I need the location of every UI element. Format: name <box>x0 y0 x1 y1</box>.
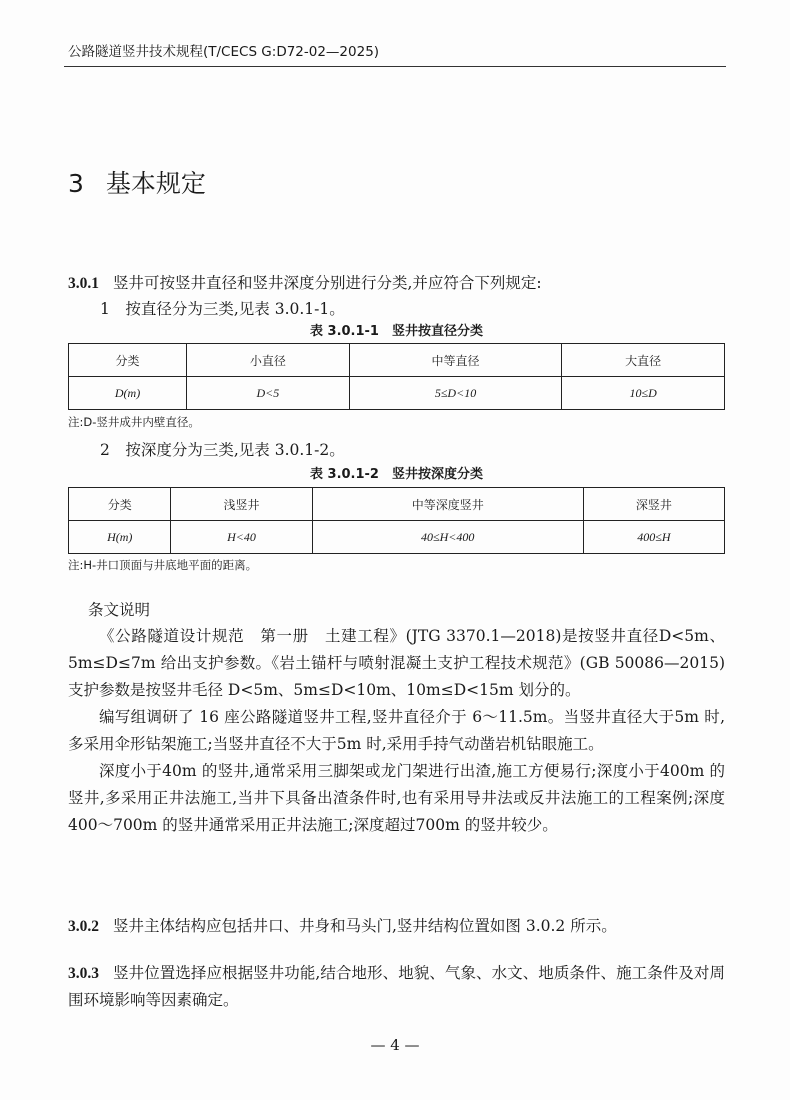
running-header: 公路隧道竖井技术规程(T/CECS G:D72-02—2025) <box>68 44 380 60</box>
clause-number: 3.0.1 <box>68 275 99 292</box>
commentary-paragraph: 深度小于40m 的竖井,通常采用三脚架或龙门架进行出渣,施工方便易行;深度小于400m 的竖井,多采用正井法施工,当井下具备出渣条件时,也有采用导井法或反井法施工的工程案例;深度400～700m 的竖井通常采用正井法施工;深度超过700m 的竖井较少。 <box>68 762 725 834</box>
table-depth <box>68 487 725 554</box>
clause-number: 3.0.2 <box>68 918 99 935</box>
table-diameter <box>68 343 725 410</box>
item-2: 2 按深度分为三类,见表 3.0.1-2。 <box>100 441 345 459</box>
cell: 大直径 <box>562 344 725 377</box>
table2-note: 注:H-井口顶面与井底地平面的距离。 <box>68 558 258 572</box>
clause-3-0-3 <box>68 960 725 1014</box>
cell: H<40 <box>171 521 312 554</box>
cell: H(m) <box>69 521 171 554</box>
table-header-row <box>69 488 725 521</box>
cell: 40≤H<400 <box>312 521 583 554</box>
cell: 10≤D <box>562 377 725 410</box>
table-row <box>69 377 725 410</box>
table-header-row <box>69 344 725 377</box>
commentary-paragraph: 编写组调研了 16 座公路隧道竖井工程,竖井直径介于 6～11.5m。当竖井直径大于5m 时,多采用伞形钻架施工;当竖井直径不大于5m 时,采用手持气动凿岩机钻眼施工。 <box>68 708 725 753</box>
header-rule <box>64 66 726 67</box>
cell: 浅竖井 <box>171 488 312 521</box>
clause-3-0-1 <box>68 270 725 297</box>
chapter-name: 基本规定 <box>105 169 206 198</box>
clause-number: 3.0.3 <box>68 965 99 982</box>
cell: 小直径 <box>187 344 350 377</box>
cell: 中等直径 <box>349 344 562 377</box>
chapter-number: 3 <box>68 169 84 198</box>
chapter-title <box>68 164 228 200</box>
clause-text: 竖井可按竖井直径和竖井深度分别进行分类,并应符合下列规定: <box>113 274 542 292</box>
cell: 5≤D<10 <box>349 377 562 410</box>
cell: D(m) <box>69 377 187 410</box>
table-row <box>69 521 725 554</box>
table1-caption: 表 3.0.1-1 竖井按直径分类 <box>310 324 483 339</box>
cell: 深竖井 <box>583 488 724 521</box>
table1-note: 注:D-竖井成井内壁直径。 <box>68 415 200 429</box>
commentary-paragraph: 《公路隧道设计规范 第一册 土建工程》(JTG 3370.1—2018)是按竖井直径D<5m、5m≤D≤7m 给出支护参数。《岩土锚杆与喷射混凝土支护工程技术规范》(GB 50086—2015)支护参数是按竖井毛径 D<5m、5m≤D<10m、10m≤D<15m 划分的。 <box>68 627 725 699</box>
item-1: 1 按直径分为三类,见表 3.0.1-1。 <box>100 300 345 318</box>
cell: 分类 <box>69 488 171 521</box>
commentary-title: 条文说明 <box>88 601 151 619</box>
commentary-body <box>68 623 725 839</box>
cell: 400≤H <box>583 521 724 554</box>
page-number: — 4 — <box>370 1036 420 1054</box>
clause-3-0-2 <box>68 913 725 940</box>
clause-text: 竖井主体结构应包括井口、井身和马头门,竖井结构位置如图 3.0.2 所示。 <box>113 917 617 935</box>
table2-caption: 表 3.0.1-2 竖井按深度分类 <box>310 467 483 482</box>
cell: 分类 <box>69 344 187 377</box>
cell: 中等深度竖井 <box>312 488 583 521</box>
clause-text: 竖井位置选择应根据竖井功能,结合地形、地貌、气象、水文、地质条件、施工条件及对周围环境影响等因素确定。 <box>68 964 725 1009</box>
cell: D<5 <box>187 377 350 410</box>
